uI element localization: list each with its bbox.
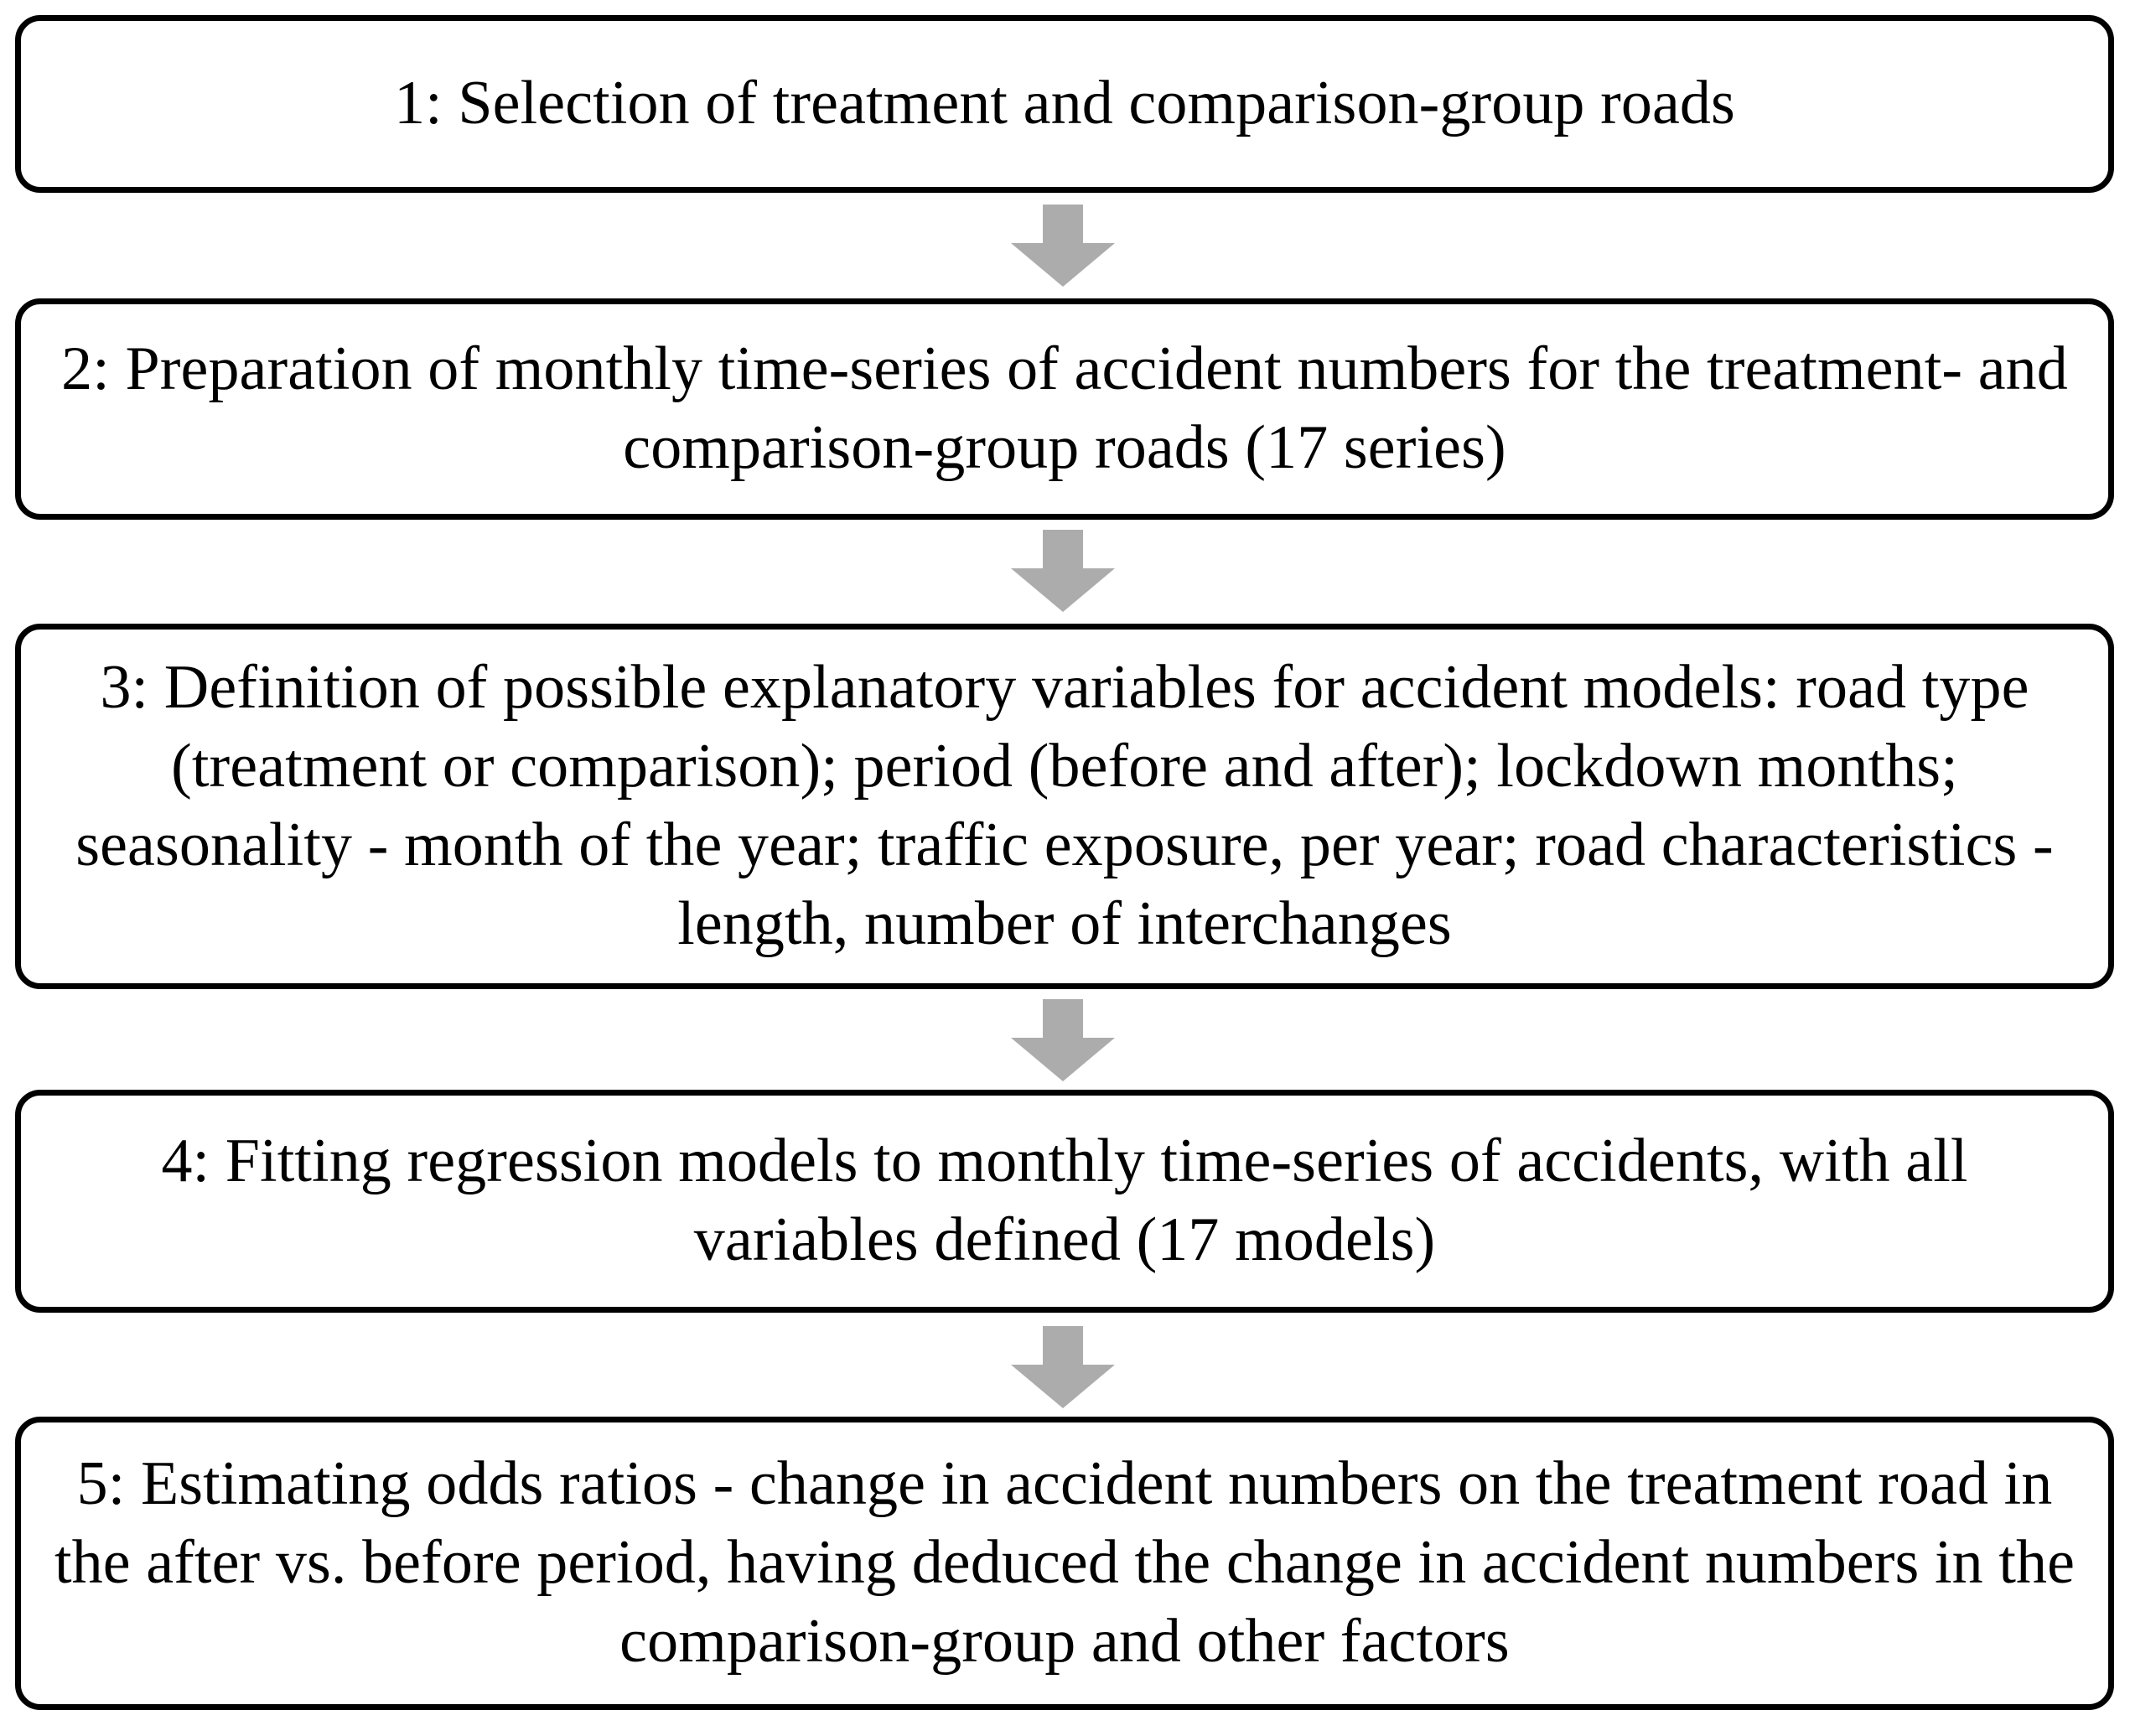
flowchart-step-3-label: 3: Definition of possible explanatory variables for accident models: road type (treatment or comparison); period (before and after); lockdown months; seasonality - month of the year; traffic exposure, per year; road characteristics - length, number of interchanges <box>75 653 2054 958</box>
flowchart-step-1-label: 1: Selection of treatment and comparison-group roads <box>394 69 1735 138</box>
flowchart-step-1 <box>15 15 2114 193</box>
down-arrow-icon <box>1011 530 1115 612</box>
flowchart-step-2 <box>15 298 2114 520</box>
flowchart-step-5-label: 5: Estimating odds ratios - change in accident numbers on the treatment road in the after vs. before period, having deduced the change in accident numbers in the comparison-group and other factors <box>54 1449 2076 1676</box>
flowchart-step-2-label: 2: Preparation of monthly time-series of accident numbers for the treatment- and comparison-group roads (17 series) <box>61 334 2068 482</box>
down-arrow-icon <box>1011 205 1115 287</box>
down-arrow-icon <box>1011 999 1115 1081</box>
flowchart-step-3 <box>15 624 2114 989</box>
flowchart-step-5 <box>15 1417 2114 1710</box>
flowchart-step-4-label: 4: Fitting regression models to monthly time-series of accidents, with all variables defined (17 models) <box>161 1127 1968 1274</box>
down-arrow-icon <box>1011 1326 1115 1408</box>
flowchart-step-4 <box>15 1090 2114 1313</box>
